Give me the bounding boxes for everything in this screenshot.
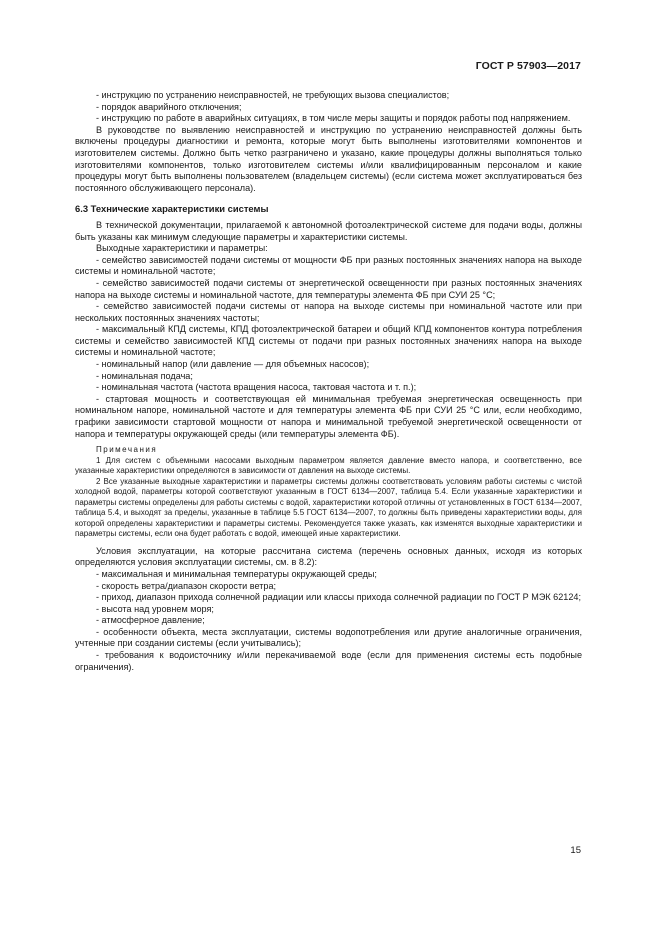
page-number: 15 bbox=[570, 845, 581, 856]
paragraph: В технической документации, прилагаемой к автономной фотоэлектрической системе для подачи воды, должны быть указаны как минимум следующие параметры и характеристики системы. bbox=[75, 219, 582, 242]
list-item: - приход, диапазон прихода солнечной радиации или классы прихода солнечной радиации по ГОСТ Р МЭК 62124; bbox=[96, 592, 581, 603]
list-item: - семейство зависимостей подачи системы от мощности ФБ при разных постоянных значениях напора на выходе системы и номинальной частоте; bbox=[75, 254, 582, 277]
list-item: - максимальный КПД системы, КПД фотоэлектрической батареи и общий КПД компонентов контура потребления системы и семейство зависимостей КПД системы от подачи при разных постоянных значениях напора на выходе системы и номинальной частоте; bbox=[75, 324, 582, 358]
list-item: - номинальная частота (частота вращения насоса, тактовая частота и т. п.); bbox=[96, 382, 417, 393]
list-item: - порядок аварийного отключения; bbox=[96, 101, 242, 112]
list-item: - стартовая мощность и соответствующая ей минимальная требуемая энергетическая освещенность при номинальном напоре, номинальной частоте и для температуры элемента ФБ при СУИ 25 °С или, если необходимо, графики зависимости стартовой мощности от напора и минимальной требуемой энергетической освещенности от напора и температуры окружающей среды (или температуры элемента ФБ). bbox=[75, 393, 582, 439]
list-item: - особенности объекта, места эксплуатации, системы водопотребления или другие аналогичные ограничения, учтенные при создании системы (если учитывались); bbox=[75, 626, 582, 649]
list-item: - атмосферное давление; bbox=[96, 615, 205, 626]
standard-code: ГОСТ Р 57903—2017 bbox=[475, 60, 581, 72]
paragraph: Выходные характеристики и параметры: bbox=[96, 243, 268, 254]
list-item: - высота над уровнем моря; bbox=[96, 603, 214, 614]
list-item: - семейство зависимостей подачи системы от энергетической освещенности при разных постоянных значениях напора на выходе системы и номинальной частоте, для температуры элемента ФБ при СУИ 25 °С; bbox=[75, 277, 582, 300]
conditions-block bbox=[75, 546, 582, 674]
notes-title: Примечания bbox=[96, 445, 158, 455]
list-item: - номинальная подача; bbox=[96, 370, 193, 381]
list-item: - требования к водоисточнику и/или перекачиваемой воде (если для применения системы есть подобные ограничения). bbox=[75, 650, 582, 672]
note-item: 2 Все указанные выходные характеристики и параметры системы должны соответствовать условиям работы системы с чистой холодной водой, параметры которой соответствуют указанным в ГОСТ 6134—2007, таблица 5.4. Если указанные характеристики и параметры системы определены для работы системы с водой, характеристики которой отличны от установленных в ГОСТ 6134—2007, таблица 5.4, и выходят за пределы, указанные в таблице 5.5 ГОСТ 6134—2007, то должны быть приведены характеристики воды, для которой определены характеристики и параметры системы. Рекомендуется также указать, как изменятся выходные характеристики и параметры системы, если она будет работать с водой, имеющей иные характеристики. bbox=[75, 476, 582, 539]
list-item: - скорость ветра/диапазон скорости ветра; bbox=[96, 580, 277, 591]
notes-block bbox=[75, 445, 582, 540]
section-heading: 6.3 Технические характеристики системы bbox=[75, 203, 269, 215]
paragraph: В руководстве по выявлению неисправностей и инструкцию по устранению неисправностей должны быть включены процедуры диагностики и ремонта, которые могут быть выполнены изготовителями компонентов и изготовителем системы. Должно быть четко разграничено и указано, какие процедуры должны выполняться только изготовителями компонентов, только изготовителем системы и/или квалифицированным персоналом и какие процедуры могут быть выполнены пользователем (владельцем системы) (если система может эксплуатироваться без постоянного обслуживающего персонала). bbox=[75, 124, 582, 193]
note-item: 1 Для систем с объемными насосами выходным параметром является давление вместо напора, и соответственно, все указанные характеристики определяются в зависимости от давления на выходе системы. bbox=[75, 455, 582, 476]
paragraph: Условия эксплуатации, на которые рассчитана система (перечень основных данных, исходя из которых определяются условия эксплуатации системы, см. в 8.2): bbox=[75, 545, 582, 568]
page-body bbox=[75, 90, 582, 673]
list-item: - инструкцию по устранению неисправностей, не требующих вызова специалистов; bbox=[96, 90, 450, 100]
list-item: - максимальная и минимальная температуры окружающей среды; bbox=[96, 568, 377, 579]
list-item: - номинальный напор (или давление — для объемных насосов); bbox=[96, 359, 370, 370]
list-item: - инструкцию по работе в аварийных ситуациях, в том числе меры защиты и порядок работы под напряжением. bbox=[96, 113, 571, 124]
list-item: - семейство зависимостей подачи системы от напора на выходе системы при номинальной частоте или при нескольких постоянных значениях частоты; bbox=[75, 301, 582, 323]
